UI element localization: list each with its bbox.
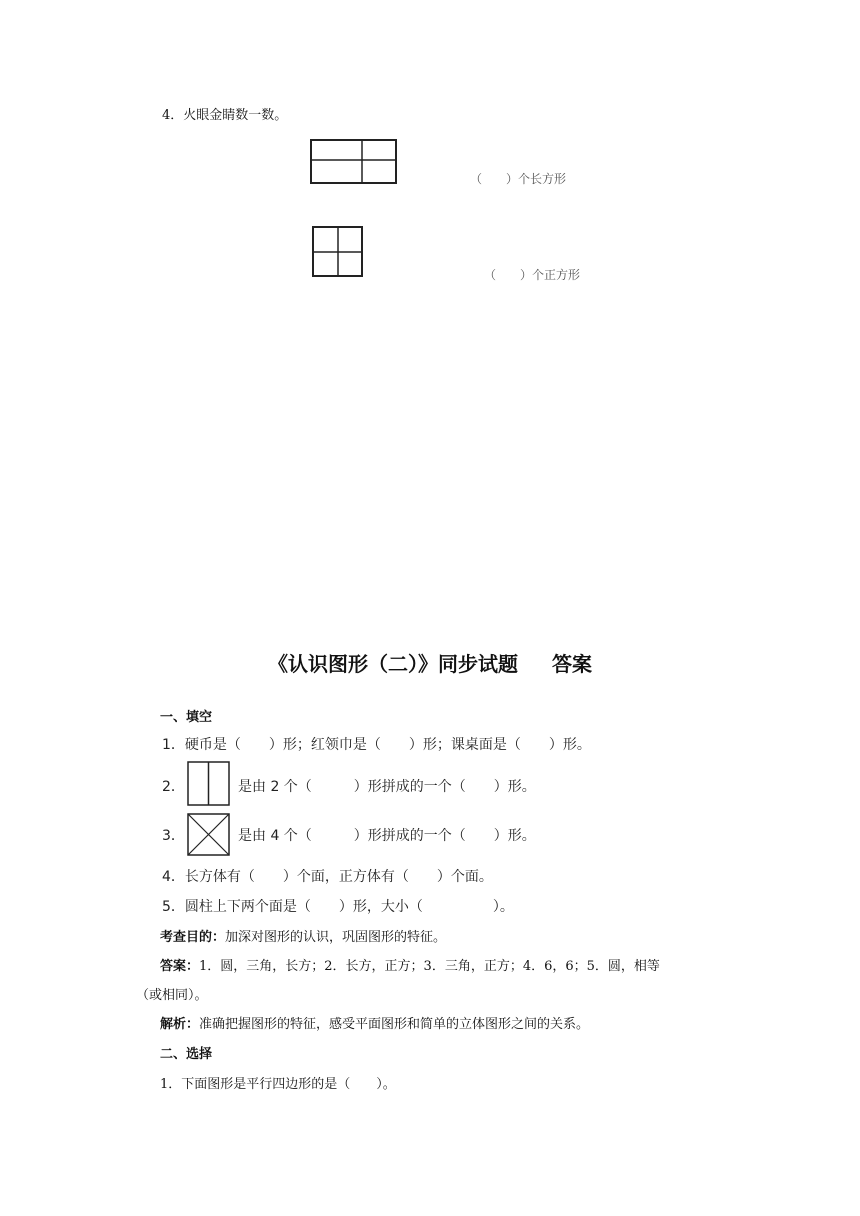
answer-title bbox=[0, 648, 860, 677]
answer-title-main: 《认识图形（二）》同步试题 bbox=[268, 652, 518, 676]
answer-text: 1．圆，三角，长方；2．长方，正方；3．三角，正方；4．6，6；5．圆，相等 bbox=[199, 959, 660, 974]
purpose-line bbox=[160, 926, 446, 945]
split-rectangle-figure bbox=[187, 761, 231, 811]
fill-line-2-text: 是由 2 个（ ）形拼成的一个（ ）形。 bbox=[238, 779, 536, 795]
choice-question-1: 1．下面图形是平行四边形的是（ ）。 bbox=[160, 1077, 396, 1092]
analysis-line bbox=[160, 1013, 589, 1032]
analysis-text: 准确把握图形的特征，感受平面图形和简单的立体图形之间的关系。 bbox=[199, 1017, 590, 1032]
crossed-square-figure bbox=[187, 813, 231, 861]
fill-line-2-number: 2． bbox=[162, 779, 185, 795]
fill-line-1: 1．硬币是（ ）形；红领巾是（ ）形；课桌面是（ ）形。 bbox=[162, 737, 591, 753]
analysis-label: 解析： bbox=[160, 1017, 200, 1032]
square-figure bbox=[312, 226, 364, 282]
rectangle-count-caption: （ ）个长方形 bbox=[470, 172, 567, 186]
question-4-text: 4．火眼金睛数一数。 bbox=[162, 108, 288, 123]
purpose-label: 考查目的： bbox=[160, 930, 226, 945]
answer-title-suffix: 答案 bbox=[552, 652, 592, 676]
fill-line-3-number: 3． bbox=[162, 828, 185, 844]
rectangle-figure bbox=[310, 139, 398, 189]
purpose-text: 加深对图形的认识，巩固图形的特征。 bbox=[225, 930, 447, 945]
fill-line-4: 4．长方体有（ ）个面，正方体有（ ）个面。 bbox=[162, 869, 493, 885]
fill-line-3-text: 是由 4 个（ ）形拼成的一个（ ）形。 bbox=[238, 828, 536, 844]
section-fill-heading: 一、填空 bbox=[160, 710, 213, 725]
answer-continuation: （或相同）。 bbox=[136, 988, 208, 1003]
answer-label: 答案： bbox=[160, 959, 200, 974]
square-count-caption: （ ）个正方形 bbox=[484, 268, 581, 282]
fill-line-5: 5．圆柱上下两个面是（ ）形，大小（ ）。 bbox=[162, 899, 514, 915]
answer-line bbox=[160, 955, 660, 974]
section-choice-heading: 二、选择 bbox=[160, 1047, 213, 1062]
